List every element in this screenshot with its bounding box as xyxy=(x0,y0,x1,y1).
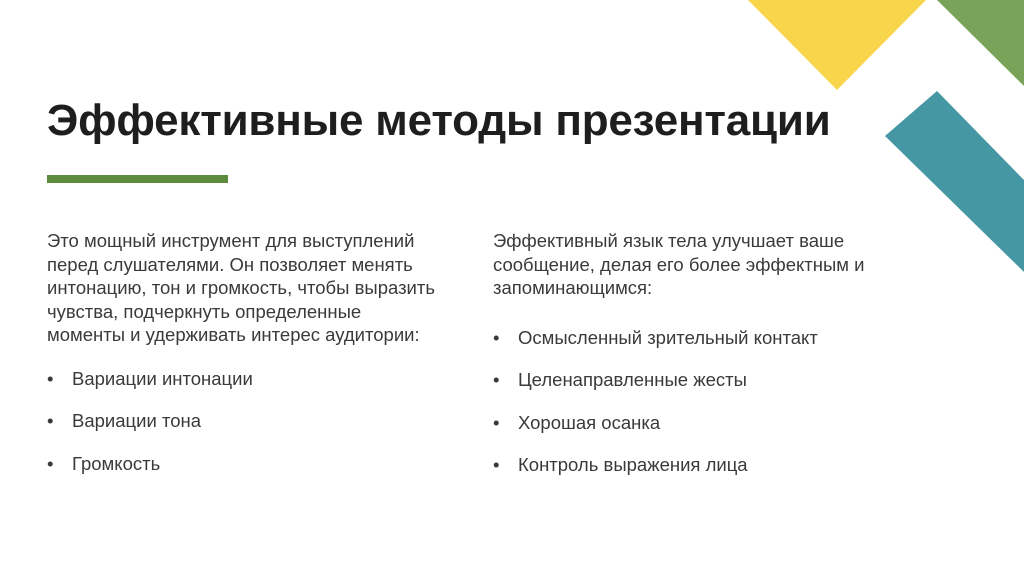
green-triangle xyxy=(937,0,1024,86)
list-item-text: Целенаправленные жесты xyxy=(518,369,747,390)
list-item xyxy=(493,411,893,435)
title-underline xyxy=(47,175,228,183)
list-item xyxy=(47,367,437,391)
yellow-triangle xyxy=(748,0,926,90)
bullet-icon: • xyxy=(493,326,500,348)
bullet-icon: • xyxy=(47,452,54,474)
list-item xyxy=(47,452,437,476)
left-column xyxy=(47,229,437,475)
bullet-icon: • xyxy=(47,367,54,389)
right-column xyxy=(493,229,893,477)
teal-stripe xyxy=(885,91,1024,272)
list-item-text: Громкость xyxy=(72,452,161,474)
right-intro-text: Эффективный язык тела улучшает ваше сообщение, делая его более эффектным и запоминающимся: xyxy=(493,230,865,298)
list-item xyxy=(493,453,893,477)
bullet-icon: • xyxy=(493,411,500,433)
list-item-text: Хорошая осанка xyxy=(518,411,661,433)
list-item-text: Контроль выражения лица xyxy=(518,454,748,475)
list-item-text: Вариации тона xyxy=(72,410,202,431)
list-item xyxy=(47,409,437,433)
right-bullet-list xyxy=(493,326,893,477)
list-item-text: Осмысленный зрительный контакт xyxy=(518,326,818,348)
bullet-icon: • xyxy=(493,454,500,475)
left-bullet-list xyxy=(47,367,437,476)
list-item-text: Вариации интонации xyxy=(72,367,253,389)
bullet-icon: • xyxy=(493,369,500,390)
left-intro-text: Это мощный инструмент для выступлений перед слушателями. Он позволяет менять интонацию, тон и громкость, чтобы выразить чувства, подчеркнуть определенные моменты и удерживать интерес аудитории: xyxy=(47,230,436,345)
list-item xyxy=(493,368,893,392)
slide-title: Эффективные методы презентации xyxy=(47,96,831,145)
bullet-icon: • xyxy=(47,410,54,431)
list-item xyxy=(493,326,893,350)
